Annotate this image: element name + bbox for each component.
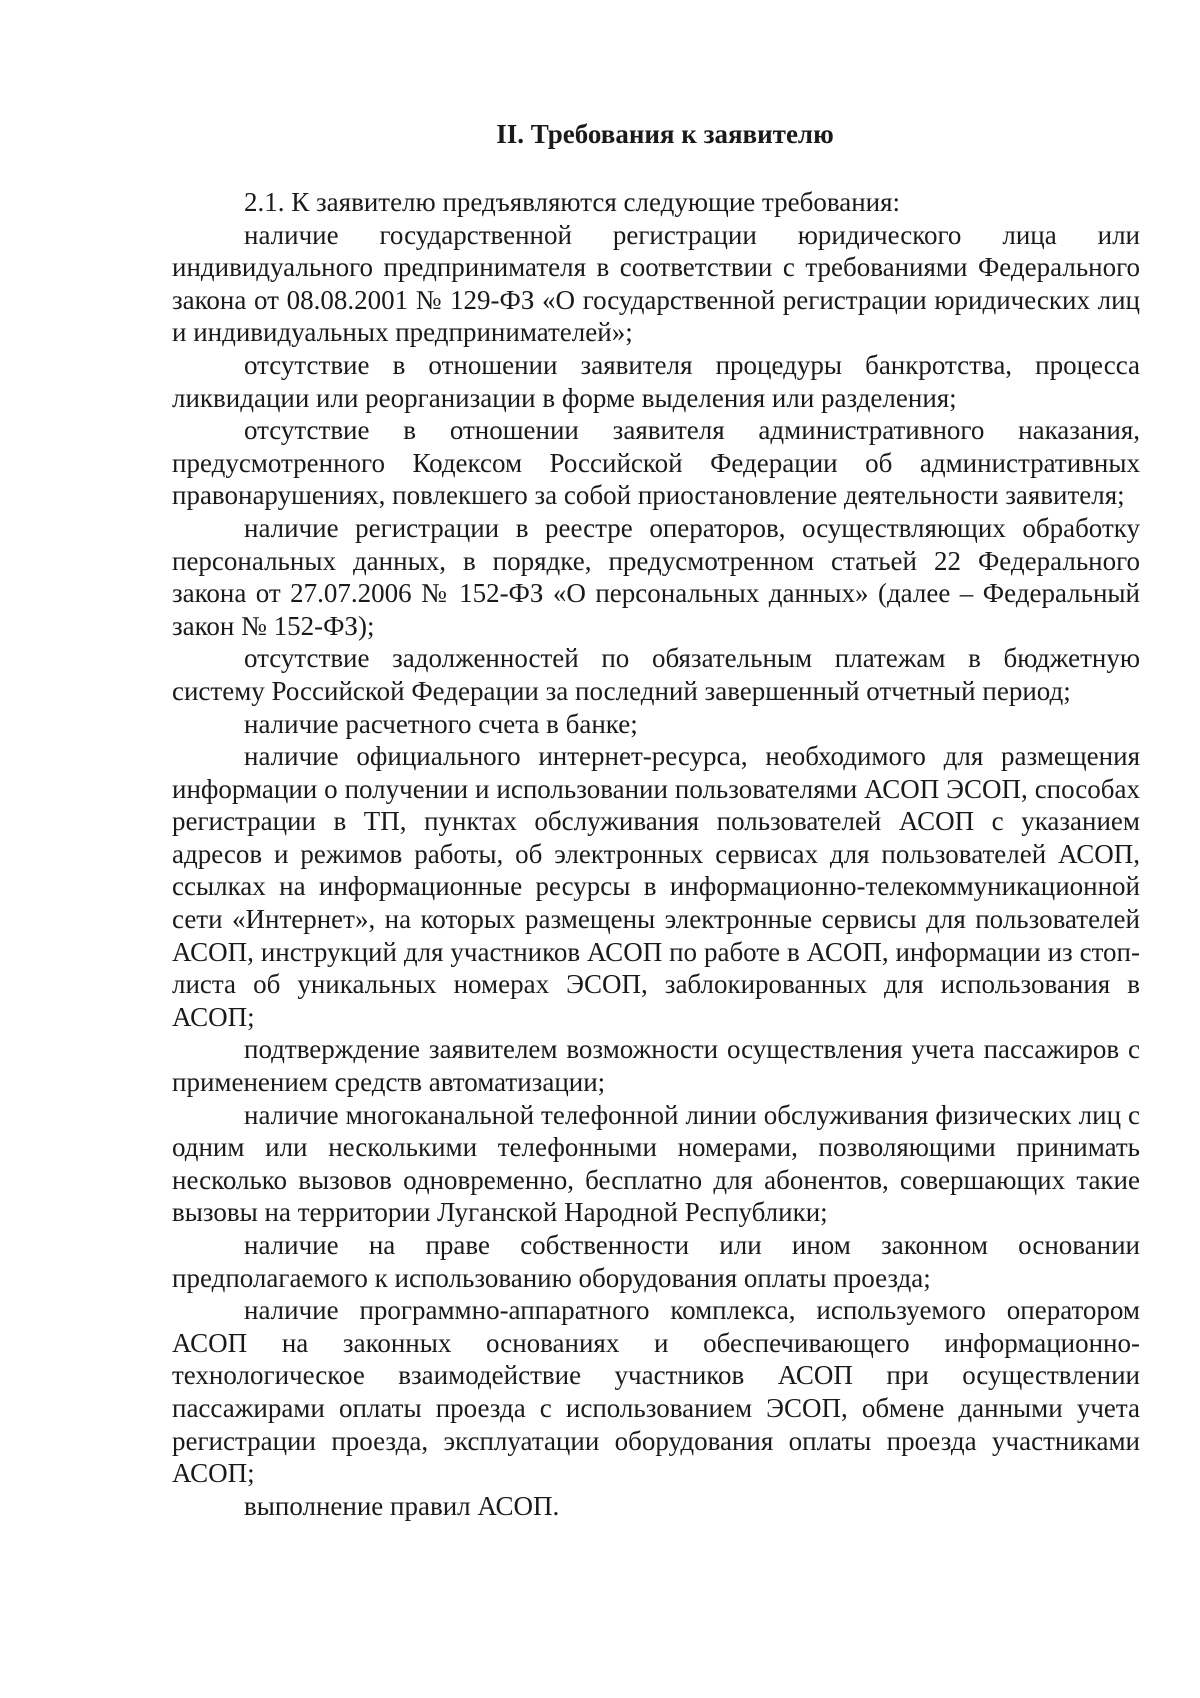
paragraph-official-internet-resource: наличие официального интернет-ресурса, необходимого для размещения информации о получении и использовании пользователями АСОП ЭСОП, способах регистрации в ТП, пунктах обслуживания пользователей АСОП с указанием адресов и режимов работы, об электронных сервисах для пользователей АСОП, ссылках на информационные ресурсы в информационно-телекоммуникационной сети «Интернет», на которых размещены электронные сервисы для пользователей АСОП, инструкций для участников АСОП по работе в АСОП, информации из стоп-листа об уникальных номерах ЭСОП, заблокированных для использования в АСОП; (172, 741, 1140, 1032)
paragraph-personal-data-registry: наличие регистрации в реестре операторов, осуществляющих обработку персональных данных, в порядке, предусмотренном статьей 22 Федерального закона от 27.07.2006 № 152-ФЗ «О персональных данных» (далее – Федеральный закон № 152-ФЗ); (172, 512, 1140, 641)
paragraph-passenger-accounting: подтверждение заявителем возможности осуществления учета пассажиров с применением средств автоматизации; (172, 1034, 1140, 1098)
paragraph-phone-line: наличие многоканальной телефонной линии обслуживания физических лиц с одним или несколькими телефонными номерами, позволяющими принимать несколько вызовов одновременно, бесплатно для абонентов, совершающих такие вызовы на территории Луганской Народной Республики; (172, 1099, 1140, 1228)
paragraph-bank-account: наличие расчетного счета в банке; (244, 708, 638, 739)
paragraph-no-administrative-penalty: отсутствие в отношении заявителя административного наказания, предусмотренного Кодексом Российской Федерации об административных правонарушениях, повлекшего за собой приостановление деятельности заявителя; (172, 415, 1140, 511)
section-title: II. Требования к заявителю (496, 119, 834, 149)
paragraph-no-debts: отсутствие задолженностей по обязательным платежам в бюджетную систему Российской Федерации за последний завершенный отчетный период; (172, 643, 1140, 706)
document-body (172, 118, 1140, 1522)
paragraph-software-hardware-complex: наличие программно-аппаратного комплекса, используемого оператором АСОП на законных основаниях и обеспечивающего информационно-технологическое взаимодействие участников АСОП при осуществлении пассажирами оплаты проезда с использованием ЭСОП, обмене данными учета регистрации проезда, эксплуатации оборудования оплаты проезда участниками АСОП; (172, 1295, 1140, 1489)
paragraph-2-1-intro: 2.1. К заявителю предъявляются следующие требования: (244, 187, 901, 217)
paragraph-no-bankruptcy: отсутствие в отношении заявителя процедуры банкротства, процесса ликвидации или реорганизации в форме выделения или разделения; (172, 349, 1140, 413)
paragraph-asop-rules: выполнение правил АСОП. (244, 1490, 560, 1521)
paragraph-state-registration: наличие государственной регистрации юридического лица или индивидуального предпринимателя в соответствии с требованиями Федерального закона от 08.08.2001 № 129-ФЗ «О государственной регистрации юридических лиц и индивидуальных предпринимателей»; (172, 219, 1140, 348)
paragraph-fare-equipment: наличие на праве собственности или ином законном основании предполагаемого к использованию оборудования оплаты проезда; (172, 1230, 1140, 1293)
